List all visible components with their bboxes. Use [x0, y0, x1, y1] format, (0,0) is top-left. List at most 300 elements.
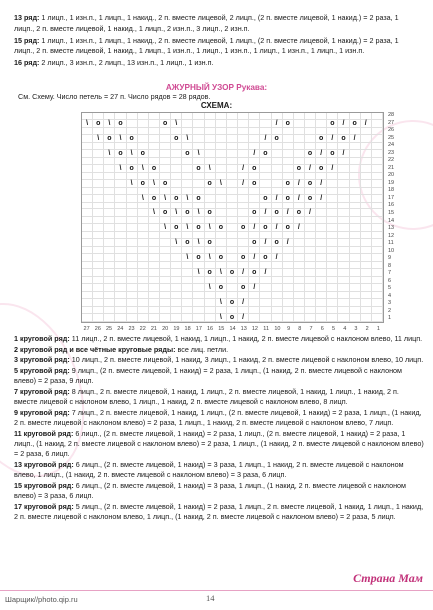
row-number-label: 2 — [388, 307, 392, 314]
chart-cell — [372, 232, 383, 239]
chart-cell — [283, 188, 294, 195]
yarn-over-symbol: o — [205, 180, 216, 188]
yarn-over-symbol: o — [305, 180, 316, 188]
chart-cell — [216, 173, 227, 180]
chart-cell — [182, 232, 193, 239]
chart-cell — [93, 262, 104, 269]
top-instructions — [14, 13, 418, 70]
row-number-label: 12 — [388, 232, 395, 239]
chart-cell — [149, 314, 160, 322]
chart-cell — [205, 135, 216, 143]
chart-cell — [127, 203, 138, 210]
chart-cell — [149, 143, 160, 150]
chart-cell — [316, 143, 327, 150]
chart-cell — [327, 180, 338, 188]
chart-cell — [338, 217, 349, 224]
chart-cell — [182, 173, 193, 180]
chart-cell — [182, 299, 193, 307]
chart-cell — [115, 113, 126, 120]
column-number-label: 21 — [150, 326, 157, 332]
chart-cell — [149, 113, 160, 120]
chart-cell — [193, 217, 204, 224]
chart-cell — [138, 158, 149, 165]
yarn-over-symbol: o — [115, 120, 126, 128]
chart-cell — [372, 314, 383, 322]
chart-cell — [115, 239, 126, 247]
chart-cell — [216, 165, 227, 173]
chart-cell — [182, 262, 193, 269]
chart-cell — [104, 269, 115, 277]
chart-cell — [205, 299, 216, 307]
yarn-over-symbol: o — [193, 254, 204, 262]
row-number-label: 19 — [388, 179, 395, 186]
chart-cell — [127, 120, 138, 128]
chart-cell — [249, 247, 260, 254]
chart-cell — [193, 262, 204, 269]
ssk-symbol: \ — [205, 165, 216, 173]
yarn-over-symbol: o — [238, 284, 249, 292]
yarn-over-symbol: o — [216, 284, 227, 292]
chart-cell — [283, 269, 294, 277]
chart-cell — [316, 269, 327, 277]
chart-cell — [372, 180, 383, 188]
chart-cell — [260, 143, 271, 150]
chart-cell — [104, 113, 115, 120]
k2tog-symbol: / — [238, 269, 249, 277]
chart-cell — [316, 284, 327, 292]
chart-cell — [260, 158, 271, 165]
row-number-label: 20 — [388, 172, 395, 179]
yarn-over-symbol: o — [327, 120, 338, 128]
chart-cell — [272, 203, 283, 210]
chart-cell — [127, 128, 138, 135]
chart-cell — [338, 195, 349, 203]
chart-cell — [327, 247, 338, 254]
chart-cell — [82, 195, 93, 203]
chart-cell — [338, 113, 349, 120]
chart-cell — [372, 277, 383, 284]
chart-cell — [149, 232, 160, 239]
column-number-label: 5 — [331, 326, 336, 332]
chart-cell — [138, 135, 149, 143]
chart-cell — [361, 247, 372, 254]
chart-cell — [350, 292, 361, 299]
chart-cell — [205, 143, 216, 150]
chart-cell — [350, 113, 361, 120]
chart-cell — [104, 158, 115, 165]
chart-cell — [249, 314, 260, 322]
chart-cell — [193, 120, 204, 128]
chart-cell — [160, 277, 171, 284]
page-number: 14 — [206, 593, 215, 603]
chart-cell — [182, 217, 193, 224]
chart-cell — [238, 292, 249, 299]
chart-cell — [171, 247, 182, 254]
chart-cell — [260, 292, 271, 299]
row-number-label: 26 — [388, 127, 395, 134]
chart-cell — [338, 254, 349, 262]
row-number-label: 7 — [388, 270, 392, 277]
row-number-label: 10 — [388, 247, 395, 254]
chart-cell — [115, 232, 126, 239]
chart-cell — [327, 299, 338, 307]
chart-cell — [182, 277, 193, 284]
chart-cell — [93, 292, 104, 299]
chart-cell — [338, 165, 349, 173]
chart-cell — [216, 120, 227, 128]
chart-cell — [294, 128, 305, 135]
yarn-over-symbol: o — [171, 195, 182, 203]
round-instructions — [14, 334, 424, 523]
chart-cell — [216, 143, 227, 150]
chart-cell — [216, 128, 227, 135]
chart-cell — [149, 188, 160, 195]
chart-cell — [260, 113, 271, 120]
round-label: 13 круговой ряд: — [14, 459, 74, 469]
chart-cell — [294, 269, 305, 277]
yarn-over-symbol: o — [104, 135, 115, 143]
chart-cell — [216, 203, 227, 210]
chart-cell — [227, 128, 238, 135]
chart-cell — [160, 262, 171, 269]
chart-cell — [171, 269, 182, 277]
yarn-over-symbol: o — [327, 150, 338, 158]
chart-cell — [316, 113, 327, 120]
chart-cell — [127, 247, 138, 254]
chart-cell — [338, 314, 349, 322]
column-number-label: 26 — [94, 326, 101, 332]
ssk-symbol: \ — [205, 254, 216, 262]
chart-cell — [227, 217, 238, 224]
chart-cell — [249, 195, 260, 203]
chart-cell — [338, 143, 349, 150]
chart-cell — [238, 277, 249, 284]
chart-cell — [283, 113, 294, 120]
chart-cell — [171, 180, 182, 188]
row-number-label: 6 — [388, 277, 392, 284]
row-number-label: 24 — [388, 142, 395, 149]
column-number-label: 19 — [173, 326, 180, 332]
chart-cell — [249, 203, 260, 210]
row-number-label: 28 — [388, 112, 395, 118]
ssk-symbol: \ — [193, 239, 204, 247]
k2tog-symbol: / — [238, 165, 249, 173]
chart-cell — [238, 232, 249, 239]
chart-cell — [104, 262, 115, 269]
chart-cell — [305, 217, 316, 224]
chart-cell — [160, 269, 171, 277]
chart-cell — [294, 277, 305, 284]
yarn-over-symbol: o — [338, 135, 349, 143]
chart-cell — [238, 120, 249, 128]
chart-cell — [249, 262, 260, 269]
yarn-over-symbol: o — [227, 314, 238, 322]
chart-cell — [127, 224, 138, 232]
chart-cell — [283, 150, 294, 158]
round-text: 6 лицп., (2 п. вместе лицевой, 1 накид) = 3 раза, 1 лицп., 1 накид, 2 п. вместе лицевой с наклоном влево, 1 лицп., (1 накид, 2 п. вместе лицевой с наклоном влево) = 3 раза, 6 лицп. — [14, 459, 404, 480]
yarn-over-symbol: o — [272, 239, 283, 247]
chart-cell — [171, 232, 182, 239]
row-text: 2 лицп., 3 изн.п., 2 лицп., 13 изн.п., 1 лицп., 1 изн.п. — [39, 58, 214, 68]
chart-cell — [182, 284, 193, 292]
chart-cell — [171, 217, 182, 224]
chart-cell — [115, 128, 126, 135]
ssk-symbol: \ — [205, 224, 216, 232]
chart-cell — [350, 217, 361, 224]
chart-cell — [127, 195, 138, 203]
footer-site-link[interactable]: Шарщик//photo.qip.ru — [5, 595, 78, 604]
chart-cell — [372, 247, 383, 254]
chart-cell — [272, 292, 283, 299]
column-number-label: 7 — [309, 326, 313, 332]
ssk-symbol: \ — [193, 209, 204, 217]
chart-cell — [338, 299, 349, 307]
chart-cell — [227, 165, 238, 173]
chart-cell — [93, 299, 104, 307]
ssk-symbol: \ — [160, 195, 171, 203]
k2tog-symbol: / — [238, 299, 249, 307]
chart-cell — [193, 180, 204, 188]
chart-cell — [238, 203, 249, 210]
chart-cell — [294, 239, 305, 247]
chart-cell — [249, 113, 260, 120]
chart-cell — [82, 150, 93, 158]
chart-cell — [104, 284, 115, 292]
chart-cell — [138, 217, 149, 224]
chart-cell — [316, 299, 327, 307]
chart-cell — [305, 239, 316, 247]
chart-cell — [138, 314, 149, 322]
yarn-over-symbol: o — [182, 239, 193, 247]
chart-cell — [283, 203, 294, 210]
ssk-symbol: \ — [205, 284, 216, 292]
chart-cell — [115, 299, 126, 307]
chart-cell — [138, 247, 149, 254]
yarn-over-symbol: o — [149, 165, 160, 173]
chart-cell — [82, 254, 93, 262]
yarn-over-symbol: o — [160, 180, 171, 188]
chart-cell — [104, 232, 115, 239]
chart-cell — [305, 284, 316, 292]
chart-cell — [205, 217, 216, 224]
yarn-over-symbol: o — [294, 209, 305, 217]
chart-cell — [350, 173, 361, 180]
chart-cell — [327, 277, 338, 284]
chart-cell — [327, 284, 338, 292]
chart-cell — [138, 284, 149, 292]
ssk-symbol: \ — [93, 135, 104, 143]
chart-cell — [93, 314, 104, 322]
chart-cell — [294, 203, 305, 210]
chart-cell — [305, 307, 316, 314]
ssk-symbol: \ — [216, 314, 227, 322]
chart-cell — [149, 247, 160, 254]
chart-cell — [249, 277, 260, 284]
chart-cell — [82, 232, 93, 239]
chart-cell — [327, 209, 338, 217]
chart-cell — [283, 262, 294, 269]
chart-cell — [227, 262, 238, 269]
chart-cell — [227, 277, 238, 284]
chart-cell — [93, 158, 104, 165]
chart-cell — [149, 254, 160, 262]
column-number-label: 6 — [320, 326, 324, 332]
k2tog-symbol: / — [272, 254, 283, 262]
section-title: АЖУРНЫЙ УЗОР Рукава: — [165, 83, 268, 92]
chart-cell — [316, 224, 327, 232]
round-label: 11 круговой ряд: — [14, 428, 74, 438]
yarn-over-symbol: o — [149, 195, 160, 203]
chart-cell — [316, 209, 327, 217]
chart-cell — [294, 188, 305, 195]
chart-cell — [361, 158, 372, 165]
k2tog-symbol: / — [294, 195, 305, 203]
chart-cell — [127, 269, 138, 277]
column-number-label: 16 — [206, 326, 214, 332]
chart-cell — [115, 262, 126, 269]
yarn-over-symbol: o — [249, 269, 260, 277]
chart-cell — [260, 247, 271, 254]
chart-cell — [272, 262, 283, 269]
k2tog-symbol: / — [249, 254, 260, 262]
chart-cell — [249, 232, 260, 239]
chart-cell — [338, 158, 349, 165]
row-number-label: 9 — [388, 255, 392, 262]
chart-cell — [104, 314, 115, 322]
chart-cell — [272, 128, 283, 135]
chart-cell — [350, 158, 361, 165]
chart-cell — [272, 113, 283, 120]
k2tog-symbol: / — [249, 284, 260, 292]
chart-cell — [93, 254, 104, 262]
chart-cell — [260, 314, 271, 322]
chart-cell — [272, 217, 283, 224]
chart-cell — [193, 135, 204, 143]
k2tog-symbol: / — [260, 209, 271, 217]
chart-cell — [305, 143, 316, 150]
instruction-row-16 — [14, 58, 418, 69]
chart-cell — [127, 113, 138, 120]
chart-cell — [138, 113, 149, 120]
brand-logo[interactable]: Страна Мам — [349, 570, 427, 587]
column-number-label: 27 — [83, 326, 90, 332]
chart-cell — [338, 188, 349, 195]
chart-cell — [138, 203, 149, 210]
chart-cell — [361, 292, 372, 299]
chart-cell — [283, 173, 294, 180]
chart-cell — [127, 143, 138, 150]
chart-cell — [160, 188, 171, 195]
chart-cell — [372, 262, 383, 269]
chart-cell — [260, 165, 271, 173]
chart-cell — [104, 277, 115, 284]
round-text: 10 лицп., 2 п. вместе лицевой, 1 накид, 3 лицп., 1 накид, 2 п. вместе лицевой с наклоном влево, 10 лицп. — [69, 355, 424, 365]
chart-cell — [372, 143, 383, 150]
chart-cell — [82, 128, 93, 135]
chart-cell — [182, 203, 193, 210]
chart-cell — [272, 269, 283, 277]
ssk-symbol: \ — [160, 224, 171, 232]
chart-cell — [82, 188, 93, 195]
instruction-row-13 — [14, 13, 418, 35]
chart-cell — [249, 158, 260, 165]
chart-cell — [238, 195, 249, 203]
round-text: 7 лицп., 2 п. вместе лицевой, 1 накид, 1 лицп., (2 п. вместе лицевой, 1 накид) = 2 раза, 1 лицп., (1 накид, 2 п. вместе лицевой с наклоном влево) = 2 раза, 1 лицп., 1 накид, 2 п. вместе лицевой с наклоном влево, 7 лицп. — [14, 407, 422, 428]
chart-cell — [249, 188, 260, 195]
chart-cell — [182, 292, 193, 299]
ssk-symbol: \ — [182, 224, 193, 232]
chart-cell — [93, 180, 104, 188]
chart-cell — [127, 284, 138, 292]
chart-cell — [361, 299, 372, 307]
chart-cell — [104, 209, 115, 217]
chart-cell — [104, 247, 115, 254]
chart-cell — [249, 135, 260, 143]
chart-cell — [182, 128, 193, 135]
chart-cell — [104, 217, 115, 224]
chart-cell — [338, 128, 349, 135]
chart-cell — [93, 307, 104, 314]
chart-cell — [272, 143, 283, 150]
chart-cell — [361, 150, 372, 158]
chart-cell — [82, 277, 93, 284]
column-number-label: 11 — [263, 326, 270, 332]
ssk-symbol: \ — [138, 165, 149, 173]
chart-cell — [216, 113, 227, 120]
chart-cell — [294, 292, 305, 299]
chart-cell — [338, 209, 349, 217]
chart-cell — [294, 284, 305, 292]
k2tog-symbol: / — [316, 180, 327, 188]
chart-cell — [338, 269, 349, 277]
chart-cell — [171, 188, 182, 195]
chart-cell — [316, 254, 327, 262]
chart-cell — [361, 262, 372, 269]
yarn-over-symbol: o — [182, 209, 193, 217]
chart-cell — [372, 307, 383, 314]
chart-cell — [193, 143, 204, 150]
chart-cell — [294, 299, 305, 307]
chart-cell — [327, 217, 338, 224]
chart-cell — [361, 195, 372, 203]
chart-cell — [272, 158, 283, 165]
chart-cell — [138, 299, 149, 307]
chart-cell — [361, 143, 372, 150]
chart-cell — [283, 292, 294, 299]
chart-cell — [338, 262, 349, 269]
round-label: 7 круговой ряд: — [14, 387, 70, 397]
chart-cell — [283, 158, 294, 165]
chart-cell — [127, 209, 138, 217]
chart-cell — [205, 292, 216, 299]
k2tog-symbol: / — [327, 165, 338, 173]
chart-cell — [260, 120, 271, 128]
chart-cell — [216, 150, 227, 158]
chart-cell — [372, 150, 383, 158]
chart-cell — [127, 188, 138, 195]
chart-cell — [115, 269, 126, 277]
chart-cell — [338, 239, 349, 247]
chart-cell — [93, 113, 104, 120]
chart-cell — [283, 254, 294, 262]
chart-cell — [305, 113, 316, 120]
chart-cell — [305, 269, 316, 277]
ssk-symbol: \ — [82, 120, 93, 128]
chart-cell — [272, 165, 283, 173]
chart-cell — [372, 128, 383, 135]
row-number-label: 22 — [388, 157, 395, 164]
chart-cell — [350, 188, 361, 195]
